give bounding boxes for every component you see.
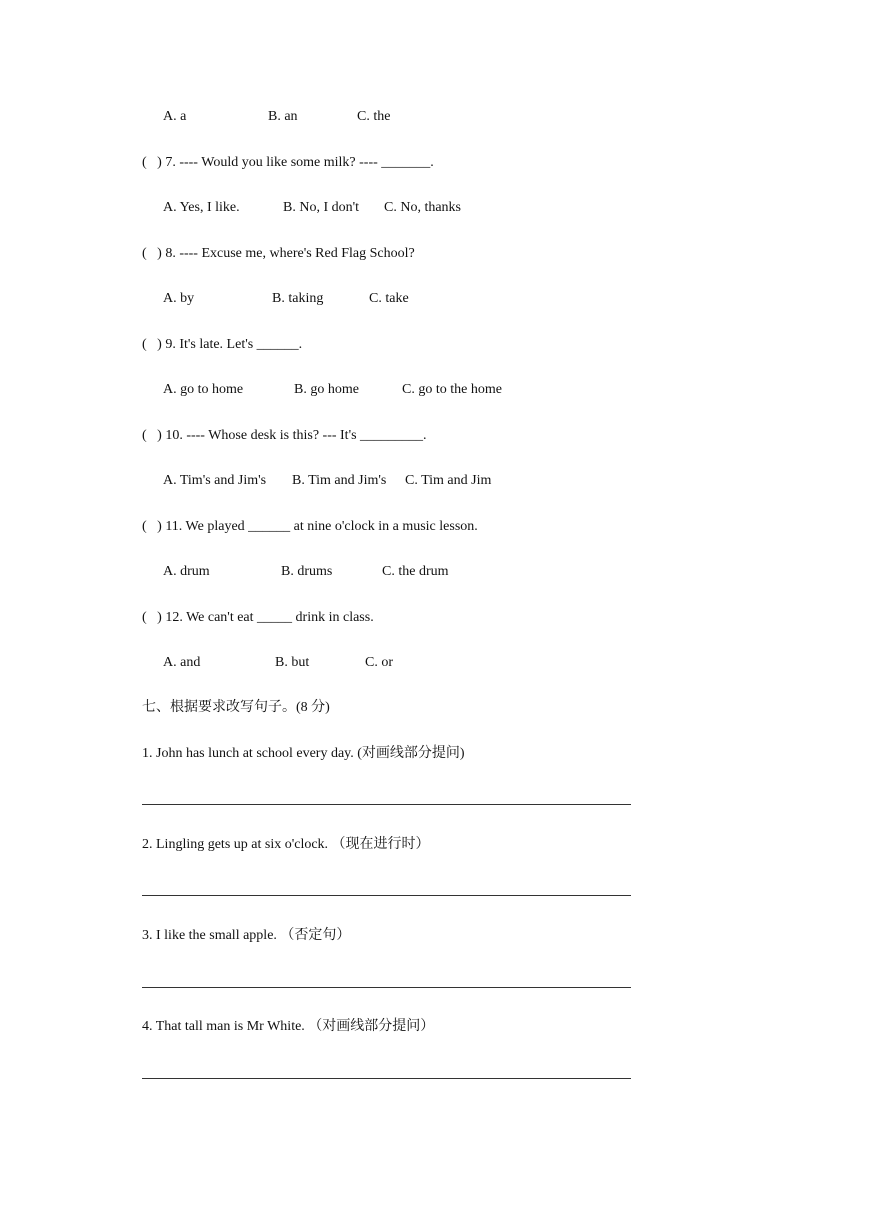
q7-option-a: A. Yes, I like.: [163, 200, 240, 215]
q11-option-a: A. drum: [163, 564, 210, 579]
q6-option-c: C. the: [357, 109, 391, 124]
q11-option-c: C. the drum: [382, 564, 449, 579]
q9-stem: ( ) 9. It's late. Let's ______.: [142, 337, 303, 352]
q12-option-a: A. and: [163, 655, 201, 670]
section-7-heading: 七、根据要求改写句子。(8 分): [142, 700, 330, 715]
q12-stem: ( ) 12. We can't eat _____ drink in class.: [142, 610, 374, 625]
q6-option-b: B. an: [268, 109, 298, 124]
q9-option-a: A. go to home: [163, 382, 244, 397]
q10-option-c: C. Tim and Jim: [405, 473, 492, 488]
q11-option-b: B. drums: [281, 564, 333, 579]
q11-stem: ( ) 11. We played ______ at nine o'clock in a music lesson.: [142, 519, 478, 534]
answer-line-1: [142, 804, 631, 805]
rewrite-item-1: 1. John has lunch at school every day. (对画线部分提问): [142, 746, 465, 761]
q10-option-a: A. Tim's and Jim's: [163, 473, 267, 488]
q8-option-b: B. taking: [272, 291, 324, 306]
q8-option-c: C. take: [369, 291, 409, 306]
q7-option-c: C. No, thanks: [384, 200, 461, 215]
q8-stem: ( ) 8. ---- Excuse me, where's Red Flag School?: [142, 246, 415, 261]
answer-line-3: [142, 987, 631, 988]
q9-option-b: B. go home: [294, 382, 359, 397]
q7-option-b: B. No, I don't: [283, 200, 360, 215]
q10-option-b: B. Tim and Jim's: [292, 473, 387, 488]
q8-option-a: A. by: [163, 291, 195, 306]
q7-stem: ( ) 7. ---- Would you like some milk? ---- _______.: [142, 155, 434, 170]
rewrite-item-3: 3. I like the small apple. （否定句）: [142, 928, 351, 943]
q9-option-c: C. go to the home: [402, 382, 502, 397]
answer-line-2: [142, 895, 631, 896]
q10-stem: ( ) 10. ---- Whose desk is this? --- It's _________.: [142, 428, 427, 443]
rewrite-item-4: 4. That tall man is Mr White. （对画线部分提问）: [142, 1019, 435, 1034]
q12-option-b: B. but: [275, 655, 310, 670]
q12-option-c: C. or: [365, 655, 393, 670]
rewrite-item-2: 2. Lingling gets up at six o'clock. （现在进行时）: [142, 837, 430, 852]
answer-line-4: [142, 1078, 631, 1079]
q6-option-a: A. a: [163, 109, 187, 124]
